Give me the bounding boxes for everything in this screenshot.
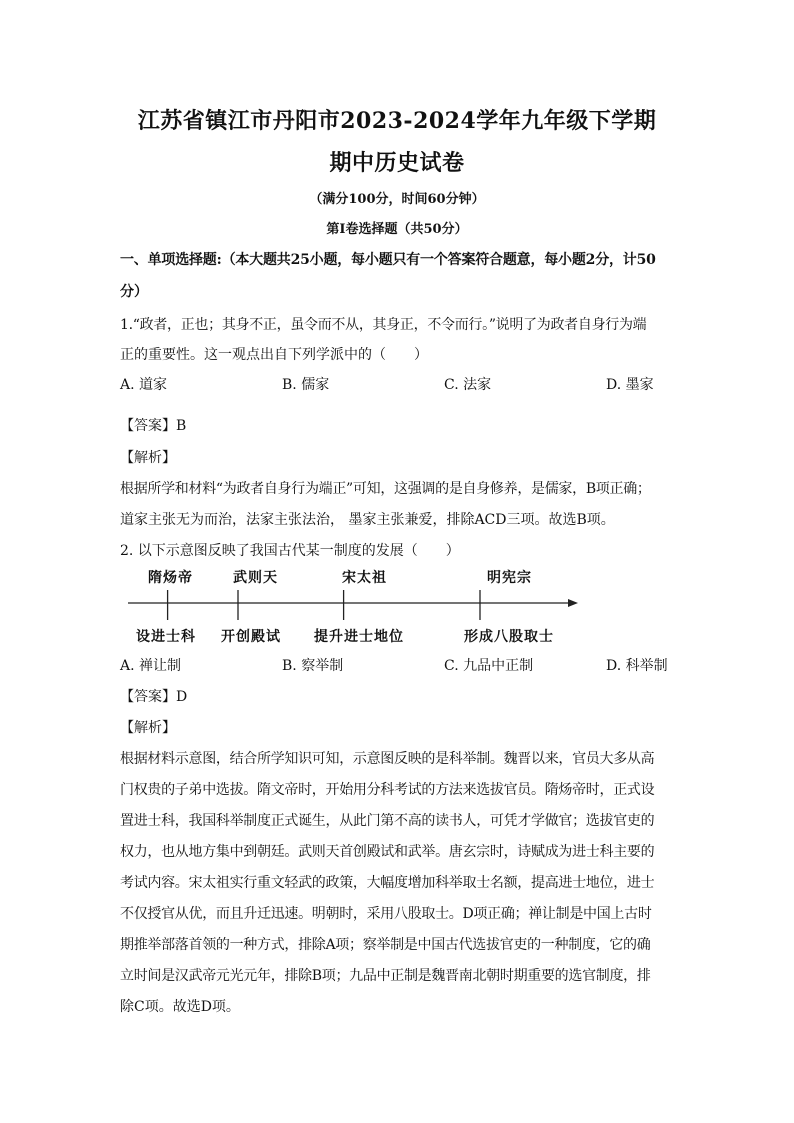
- q2-analysis-line: 不仅授官从优，而且升迁迅速。明朝时，采用八股取士。D项正确；禅让制是中国上古时: [120, 906, 652, 922]
- q2-analysis-line: 根据材料示意图，结合所学知识可知，示意图反映的是科举制。魏晋以来，官员大多从高: [120, 751, 655, 767]
- q1-option-c: C. 法家: [444, 377, 492, 393]
- q1-analysis-line1: 根据所学和材料“为政者自身行为端正”可知，这强调的是自身修养，是儒家，B项正确；: [120, 481, 651, 497]
- exam-title-line2: 期中历史试卷: [329, 150, 465, 176]
- q2-analysis-line: 除C项。故选D项。: [120, 999, 240, 1015]
- part-title: 第Ⅰ卷选择题（共50分）: [326, 222, 468, 237]
- timeline-axis: [120, 590, 580, 622]
- q2-analysis-label: 【解析】: [120, 720, 176, 736]
- q2-answer: 【答案】D: [120, 689, 188, 705]
- score-time-note: （满分100分，时间60分钟）: [309, 192, 485, 207]
- q1-analysis-label: 【解析】: [120, 450, 176, 466]
- q2-analysis-line: 期推举部落首领的一种方式，排除A项；察举制是中国古代选拔官吏的一种制度，它的确: [120, 937, 651, 953]
- q2-option-b: B. 察举制: [282, 658, 344, 674]
- section-heading-line2: 分）: [120, 284, 148, 300]
- q2-option-a: A. 禅让制: [120, 658, 182, 674]
- q2-analysis-line: 置进士科，我国科举制度正式诞生，从此门第不高的读书人，可凭才学做官；选拔官吏的: [120, 813, 655, 829]
- timeline-bottom-label: 提升进士地位: [314, 629, 404, 645]
- timeline-top-label: 隋炀帝: [148, 570, 193, 586]
- timeline-top-label: 明宪宗: [487, 570, 532, 586]
- timeline-arrow-head: [568, 599, 578, 607]
- q1-option-b: B. 儒家: [282, 377, 330, 393]
- q1-answer: 【答案】B: [120, 418, 187, 434]
- timeline-top-label: 武则天: [233, 570, 278, 586]
- timeline-top-label: 宋太祖: [342, 570, 387, 586]
- q1-analysis-line2: 道家主张无为而治，法家主张法治， 墨家主张兼爱，排除ACD三项。故选B项。: [120, 512, 615, 528]
- q2-option-d: D. 科举制: [606, 658, 668, 674]
- q1-option-d: D. 墨家: [606, 377, 654, 393]
- q2-analysis-line: 权力，也从地方集中到朝廷。武则天首创殿试和武举。唐玄宗时，诗赋成为进士科主要的: [120, 844, 655, 860]
- timeline-bottom-label: 设进士科: [136, 629, 196, 645]
- q1-option-a: A. 道家: [120, 377, 168, 393]
- q1-stem-line2: 正的重要性。这一观点出自下列学派中的（ ）: [120, 347, 428, 363]
- q2-analysis-line: 门权贵的子弟中选拔。隋文帝时，开始用分科考试的方法来选拔官员。隋炀帝时，正式设: [120, 782, 655, 798]
- q2-analysis-line: 立时间是汉武帝元光元年，排除B项；九品中正制是魏晋南北朝时期重要的选官制度，排: [120, 968, 651, 984]
- timeline-bottom-label: 开创殿试: [221, 629, 281, 645]
- exam-title-line1: 江苏省镇江市丹阳市2023-2024学年九年级下学期: [137, 108, 657, 134]
- q2-analysis-line: 考试内容。宋太祖实行重文轻武的政策，大幅度增加科举取士名额，提高进士地位，进士: [120, 875, 655, 891]
- timeline-bottom-label: 形成八股取士: [464, 629, 554, 645]
- section-heading-line1: 一、单项选择题:（本大题共25小题，每小题只有一个答案符合题意，每小题2分，计50: [120, 252, 656, 268]
- q1-stem-line1: 1.“政者，正也；其身不正，虽令而不从，其身正，不令而行。”说明了为政者自身行为端: [120, 317, 647, 333]
- q2-stem: 2. 以下示意图反映了我国古代某一制度的发展（ ）: [120, 543, 460, 559]
- q2-option-c: C. 九品中正制: [444, 658, 534, 674]
